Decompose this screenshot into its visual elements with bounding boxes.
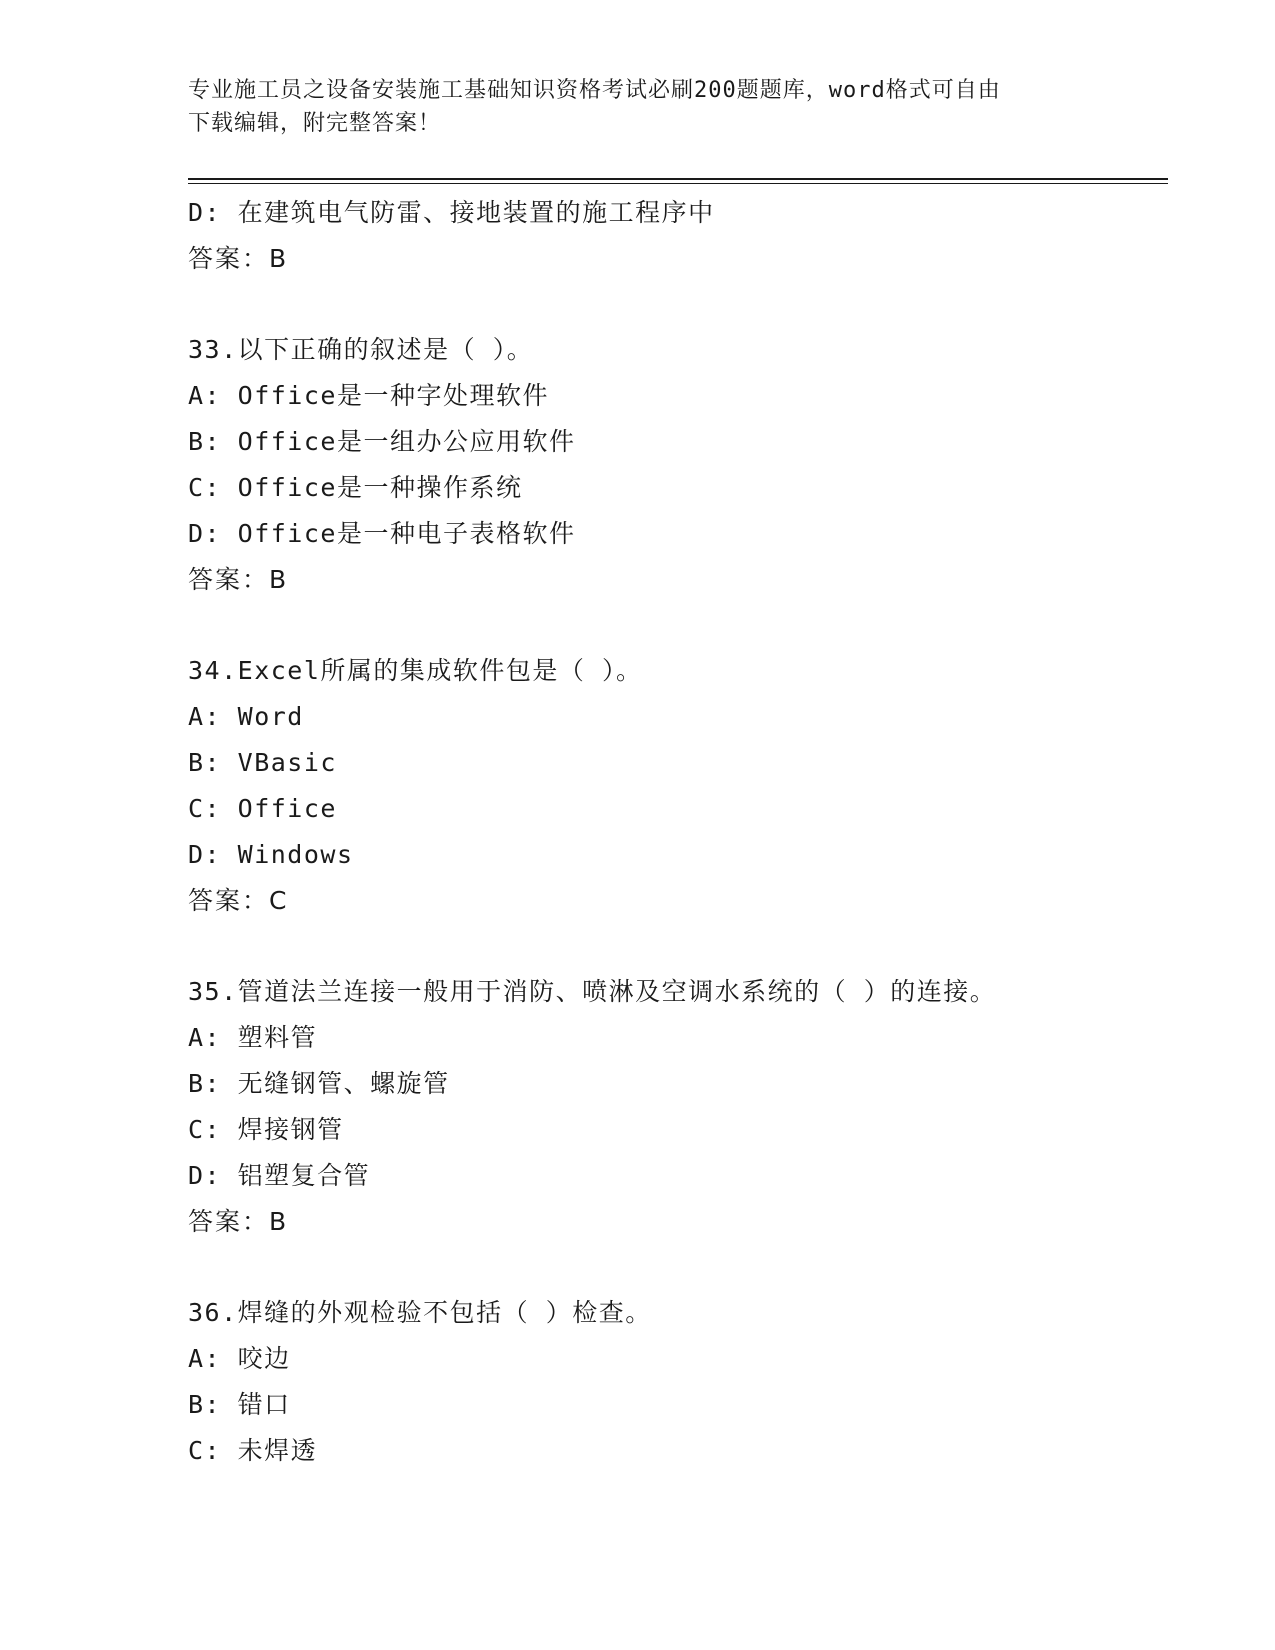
question-option-d: D: 铝塑复合管 bbox=[188, 1161, 371, 1190]
question-option-b: B: 无缝钢管、螺旋管 bbox=[188, 1069, 450, 1098]
question-block-36 bbox=[188, 1290, 1168, 1474]
document-header bbox=[188, 74, 1088, 140]
question-option-a: A: Word bbox=[188, 702, 304, 731]
question-block-33 bbox=[188, 327, 1168, 603]
question-option-c: C: Office bbox=[188, 794, 337, 823]
question-option-d: D: Windows bbox=[188, 840, 354, 869]
question-option-b: B: VBasic bbox=[188, 748, 337, 777]
question-stem: 36.焊缝的外观检验不包括（ ）检查。 bbox=[188, 1298, 652, 1327]
question-spacer bbox=[188, 924, 1168, 969]
question-option-c: C: 未焊透 bbox=[188, 1436, 318, 1465]
question-option-a: A: Office是一种字处理软件 bbox=[188, 381, 549, 410]
question-option-b: B: 错口 bbox=[188, 1390, 291, 1419]
question-spacer bbox=[188, 282, 1168, 327]
question-answer: 答案：B bbox=[188, 565, 289, 594]
header-divider-thick bbox=[188, 178, 1168, 180]
question-stem: 33.以下正确的叙述是（ ）。 bbox=[188, 335, 534, 364]
question-answer: 答案：C bbox=[188, 886, 289, 915]
prev-question-option-d: D: 在建筑电气防雷、接地装置的施工程序中 bbox=[188, 198, 715, 227]
question-option-c: C: 焊接钢管 bbox=[188, 1115, 344, 1144]
header-divider-thin bbox=[188, 183, 1168, 184]
question-stem: 35.管道法兰连接一般用于消防、喷淋及空调水系统的（ ）的连接。 bbox=[188, 977, 997, 1006]
question-option-a: A: 咬边 bbox=[188, 1344, 291, 1373]
header-title-line-1: 专业施工员之设备安装施工基础知识资格考试必刷200题题库，word格式可自由 bbox=[188, 78, 1001, 103]
question-list bbox=[188, 190, 1168, 1474]
question-answer: 答案：B bbox=[188, 1207, 289, 1236]
question-block-35 bbox=[188, 969, 1168, 1245]
question-spacer bbox=[188, 1245, 1168, 1290]
question-block-34 bbox=[188, 648, 1168, 924]
question-option-d: D: Office是一种电子表格软件 bbox=[188, 519, 576, 548]
header-title-line-2: 下载编辑，附完整答案！ bbox=[188, 111, 442, 136]
question-spacer bbox=[188, 603, 1168, 648]
question-option-c: C: Office是一种操作系统 bbox=[188, 473, 523, 502]
question-option-b: B: Office是一组办公应用软件 bbox=[188, 427, 576, 456]
prev-question-answer: 答案：B bbox=[188, 244, 289, 273]
question-stem: 34.Excel所属的集成软件包是（ ）。 bbox=[188, 656, 643, 685]
question-option-a: A: 塑料管 bbox=[188, 1023, 318, 1052]
